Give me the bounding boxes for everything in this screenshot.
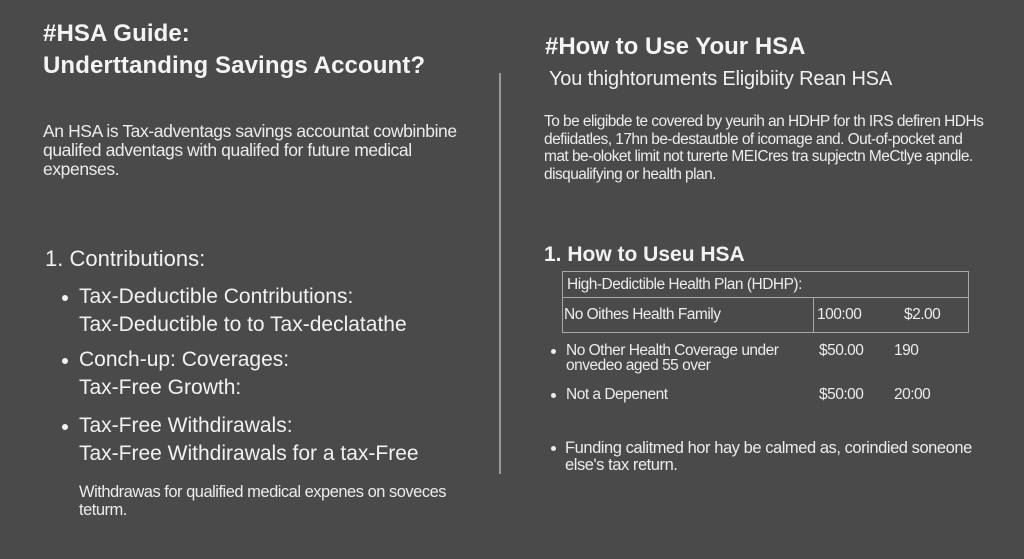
list-item-not-dependent [551, 387, 981, 405]
contributions-heading: 1. Contributions: [45, 246, 206, 271]
bullet-icon [551, 393, 556, 398]
bullet-icon [551, 446, 556, 451]
list-item-line1: Conch-up: Coverages: [79, 348, 290, 371]
list-item-line1: Tax-Free Withdirawals: [79, 414, 293, 437]
list-item-catch-up [62, 346, 482, 402]
list-item-line2: Tax-Deductible to to Tax-declatathe [79, 313, 407, 336]
list-item-label: Not a Depenent [566, 386, 668, 403]
funding-note [551, 440, 981, 474]
list-item-tax-deductible [62, 283, 482, 339]
left-intro-paragraph: An HSA is Tax-adventags savings accountat cowbinbine qualifed adventags with qualifed for future medical expenses. [43, 121, 457, 179]
bullet-icon [62, 295, 68, 301]
bullet-icon [62, 424, 68, 430]
list-item-line2: Tax-Free Withdirawals for a tax-Free [79, 442, 419, 465]
list-item-value2: 190 [894, 342, 919, 359]
list-item-label: No Other Health Coverage under onvedeo aged 55 over [566, 342, 779, 374]
bullet-icon [62, 358, 68, 364]
table-cell-name: No Oithes Health Family [563, 298, 814, 332]
right-subtitle: You thightoruments Eligibiity Rean HSA [549, 68, 892, 90]
eligibility-paragraph: To be eligibde te covered by yeurih an HDHP for th IRS defiren HDHs defiidatles, 17hn be-destautble of icomage and. Out-of-pocket and mat be-oloket limit not turerte MEICres tra supjectn MeCtlye apndle. disqualifying or health plan. [544, 113, 984, 183]
list-item-line1: Tax-Deductible Contributions: [79, 285, 354, 308]
list-item-line2: Tax-Free Growth: [79, 376, 242, 399]
column-divider [499, 73, 501, 474]
left-title-line1: #HSA Guide: [43, 20, 190, 47]
list-item-value2: 20:00 [894, 386, 931, 403]
list-item-no-other-coverage [551, 343, 981, 377]
table-header: High-Dedictible Health Plan (HDHP): [563, 272, 968, 298]
list-item-value1: $50.00 [819, 342, 864, 359]
bullet-icon [551, 349, 556, 354]
table-row [563, 298, 968, 332]
table-cell-value2: $2.00 [904, 306, 941, 323]
right-title: #How to Use Your HSA [545, 33, 806, 60]
left-title-line2: Underttanding Savings Account? [43, 52, 426, 79]
table-cell-value1: 100:00 [817, 306, 862, 323]
list-item-value1: $50:00 [819, 386, 864, 403]
withdrawals-note: Withdrawas for qualified medical expenes on soveces teturm. [79, 483, 447, 519]
left-title [43, 18, 425, 82]
list-item-withdrawals [62, 412, 482, 468]
hdhp-table [562, 271, 969, 333]
how-to-use-heading: 1. How to Useu HSA [544, 243, 745, 266]
funding-note-text: Funding calitmed hor hay be calmed as, corindied soneone else's tax return. [565, 439, 972, 474]
